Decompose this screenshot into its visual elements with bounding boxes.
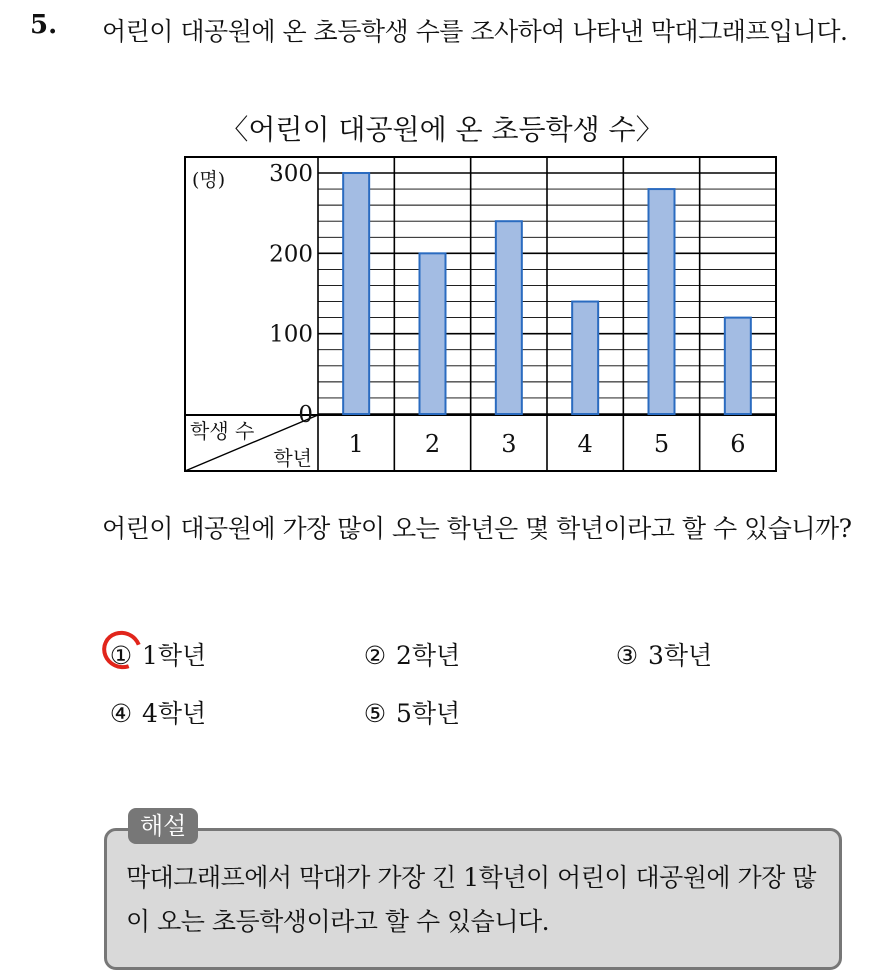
bar-grade-6 <box>725 318 751 414</box>
explanation-text: 막대그래프에서 막대가 가장 긴 1학년이 어린이 대공원에 가장 많이 오는 초등학생이라고 할 수 있습니다. <box>126 863 816 936</box>
choice-2[interactable] <box>362 636 460 672</box>
x-axis-label: 학년 <box>273 446 312 470</box>
choice-symbol: ① <box>109 641 133 670</box>
choice-symbol: ③ <box>615 641 639 670</box>
y-tick-label: 0 <box>298 402 313 428</box>
choice-label: 5학년 <box>395 699 461 728</box>
x-tick-label: 1 <box>348 430 364 458</box>
choice-1[interactable] <box>108 636 206 672</box>
y-unit-label: (명) <box>192 169 226 191</box>
question-text: 어린이 대공원에 온 초등학생 수를 조사하여 나타낸 막대그래프입니다. <box>102 17 848 46</box>
y-tick-label: 100 <box>269 321 313 348</box>
x-tick-label: 6 <box>730 430 746 458</box>
bar-grade-5 <box>649 189 675 414</box>
x-tick-label: 5 <box>653 430 670 458</box>
bar-grade-1 <box>343 173 369 414</box>
choice-5[interactable] <box>362 694 460 730</box>
choice-label: 3학년 <box>647 641 713 670</box>
y-tick-label: 300 <box>269 161 313 187</box>
sub-question: 어린이 대공원에 가장 많이 오는 학년은 몇 학년이라고 할 수 있습니까? <box>102 514 852 543</box>
chart-title: 〈어린이 대공원에 온 초등학생 수〉 <box>220 113 664 146</box>
x-tick-label: 2 <box>424 430 441 458</box>
choice-symbol: ④ <box>109 699 133 728</box>
y-tick-label: 200 <box>269 241 313 268</box>
explanation-tag: 해설 <box>128 808 198 844</box>
bar-grade-3 <box>496 221 522 414</box>
choice-symbol: ② <box>363 641 387 670</box>
bar-grade-2 <box>420 253 446 414</box>
y-axis-label: 학생 수 <box>190 419 255 443</box>
chart-frame <box>185 157 776 471</box>
choice-symbol: ⑤ <box>363 699 387 728</box>
x-tick-label: 4 <box>577 430 593 458</box>
choice-3[interactable] <box>614 636 712 672</box>
x-tick-label: 3 <box>501 430 517 458</box>
choice-4[interactable] <box>108 694 206 730</box>
choice-label: 2학년 <box>395 641 461 670</box>
question-number: 5. <box>30 10 58 40</box>
bar-grade-4 <box>572 302 598 414</box>
choice-label: 4학년 <box>141 699 207 728</box>
choice-label: 1학년 <box>141 641 207 670</box>
